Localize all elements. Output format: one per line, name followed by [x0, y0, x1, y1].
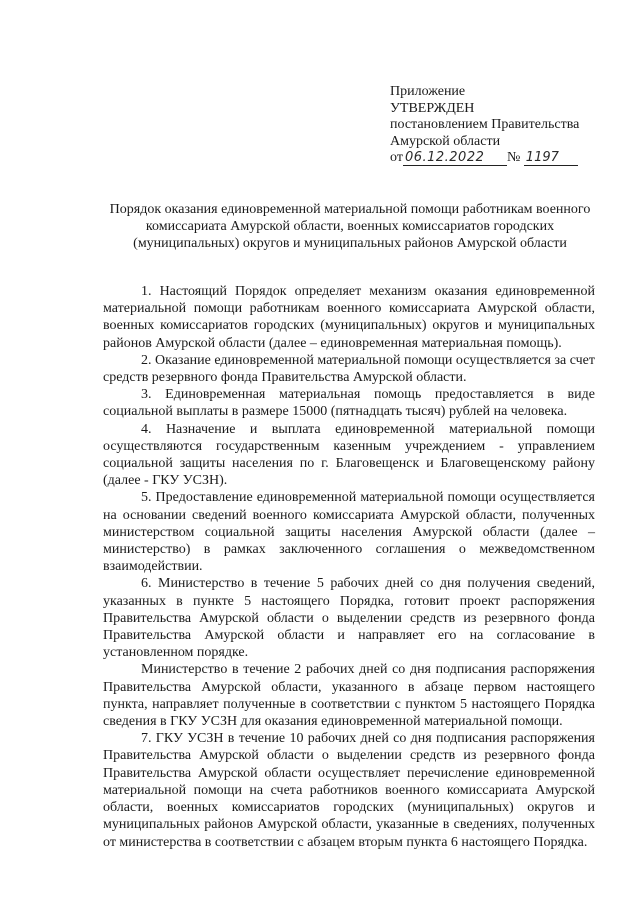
paragraph-1: 1. Настоящий Порядок определяет механизм оказания единовременной материальной помощи работникам военного комиссариата Амурской области, военных комиссариатов городских (муниципальных) округов и муниципальных районов Амурской области (далее – единовременная материальная помощь). [103, 284, 595, 351]
handwritten-number: 1197 [524, 151, 578, 166]
paragraph-5: 5. Предоставление единовременной материальной помощи осуществляется на основании сведений военного комиссариата Амурской области, полученных министерством социальной защиты населения Амурской области (далее – министерство) в рамках заключенного соглашения о межведомственном взаимодействии. [103, 490, 595, 575]
date-number-line [390, 150, 605, 167]
paragraph-3: 3. Единовременная материальная помощь предоставляется в виде социальной выплаты в размере 15000 (пятнадцать тысяч) рублей на человека. [103, 387, 595, 420]
paragraph-7: 7. ГКУ УСЗН в течение 10 рабочих дней со дня подписания распоряжения Правительства Амурской области о выделении средств из резервного фонда Правительства Амурской области осуществляет перечисление единовременной материальной помощи на счета работников военного комиссариата Амурской области, военных комиссариатов городских (муниципальных) округов и муниципальных районов Амурской области, указанные в сведениях, полученных от министерства в соответствии с абзацем вторым пункта 6 настоящего Порядка. [103, 731, 595, 850]
paragraph-6: 6. Министерство в течение 5 рабочих дней со дня получения сведений, указанных в пункте 5 настоящего Порядка, готовит проект распоряжения Правительства Амурской области о выделении средств из резервного фонда Правительства Амурской области и направляет его на согласование в установленном порядке. [103, 576, 595, 661]
paragraph-4: 4. Назначение и выплата единовременной материальной помощи осуществляются государственным казенным учреждением - управлением социальной защиты населения по г. Благовещенск и Благовещенскому району (далее - ГКУ УСЗН). [103, 421, 595, 489]
region-label: Амурской области [390, 133, 501, 149]
document-body [103, 283, 595, 851]
appendix-label: Приложение [390, 84, 466, 99]
date-prefix: от [390, 150, 403, 165]
paragraph-2: 2. Оказание единовременной материальной помощи осуществляется за счет средств резервного фонда Правительства Амурской области. [103, 352, 595, 386]
approved-label: УТВЕРЖДЕН [390, 100, 475, 116]
document-title: Порядок оказания единовременной материальной помощи работникам военного комиссариата Амурской области, военных комиссариатов городских (муниципальных) округов и муниципальных районов Амурской области [109, 202, 591, 251]
number-sign: № [506, 150, 521, 165]
handwritten-date: 06.12.2022 [403, 151, 507, 166]
decree-label: постановлением Правительства [390, 117, 580, 132]
paragraph-6-2: Министерство в течение 2 рабочих дней со дня подписания распоряжения Правительства Амурской области, указанного в абзаце первом настоящего пункта, направляет полученные в соответствии с пунктом 5 настоящего Порядка сведения в ГКУ УСЗН для оказания единовременной материальной помощи. [103, 662, 595, 730]
approval-block [390, 84, 605, 167]
